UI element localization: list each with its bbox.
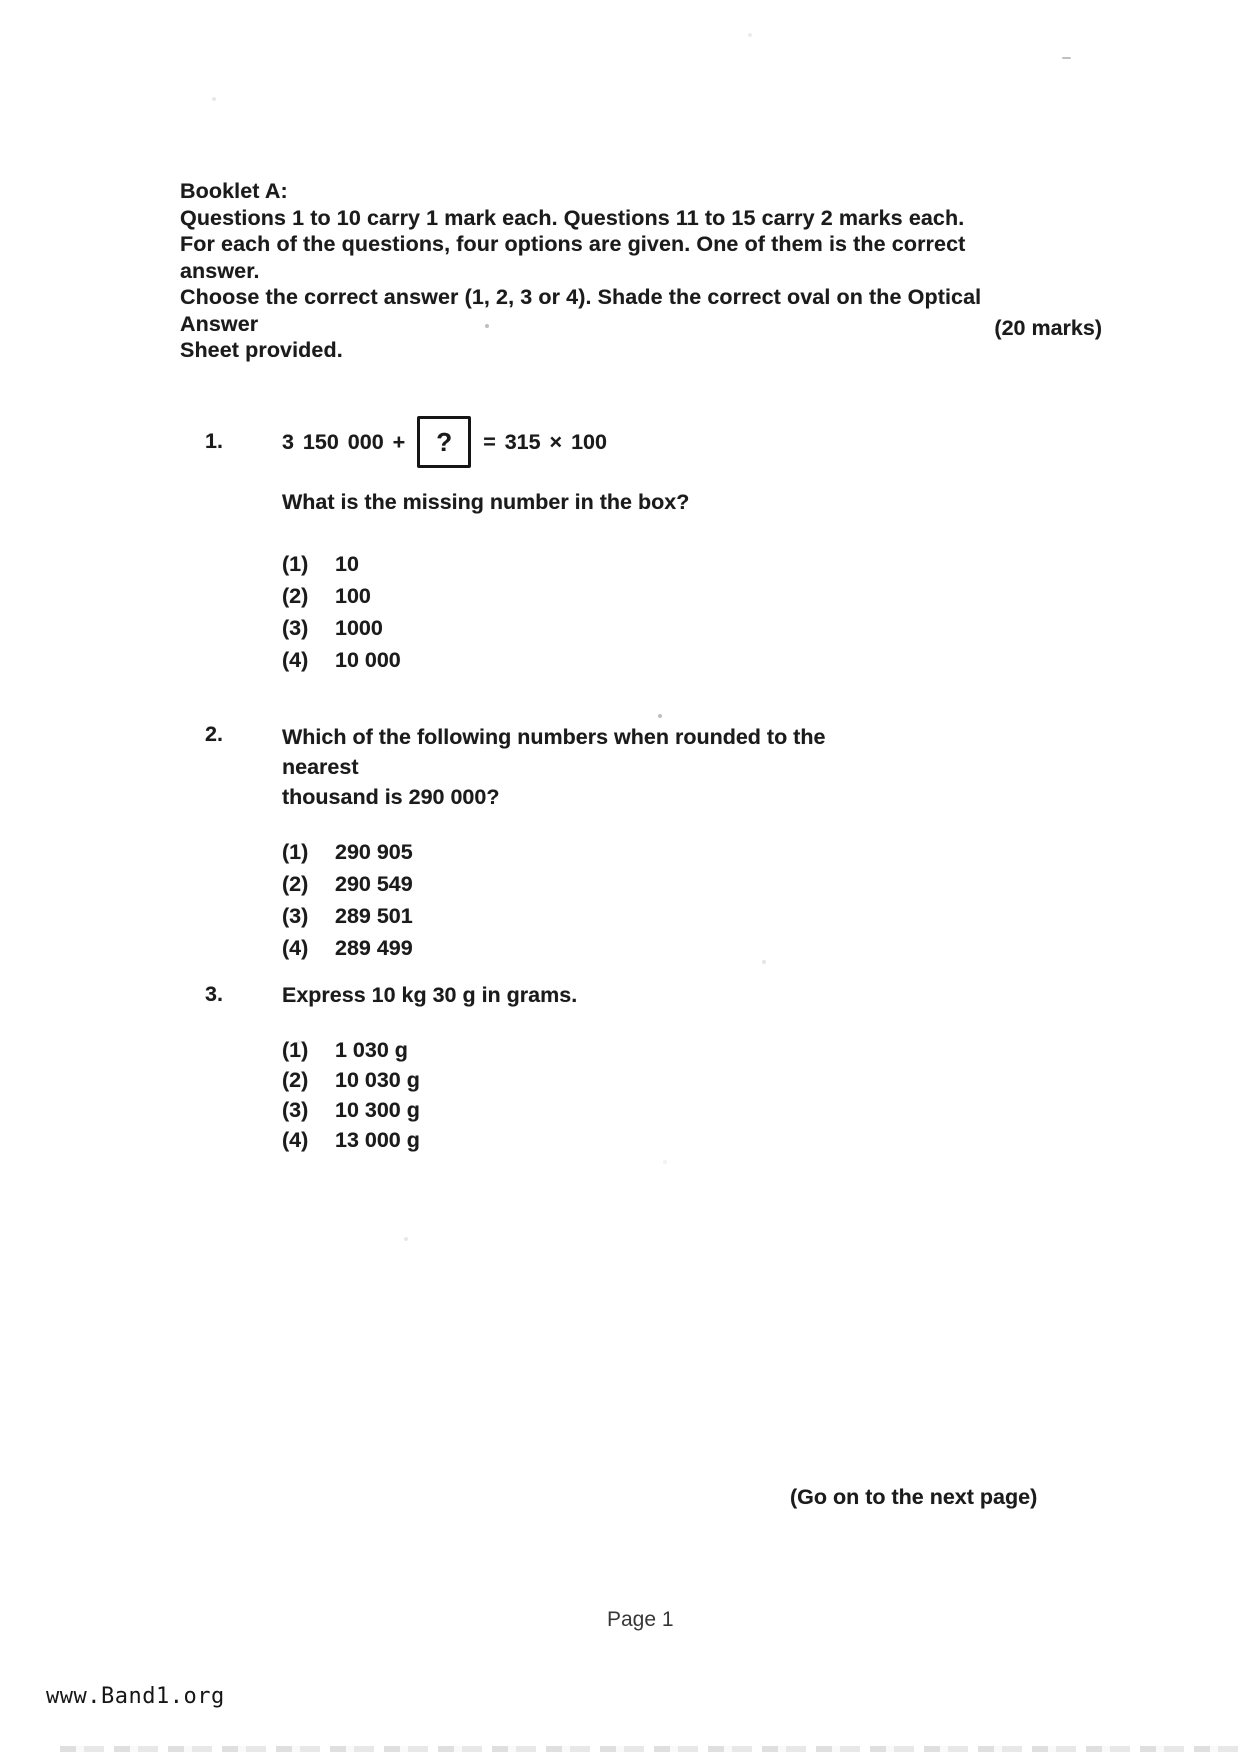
option-value: 290 905 xyxy=(335,840,413,864)
options-list xyxy=(282,1035,577,1155)
option-label: (4) xyxy=(282,936,309,960)
instruction-line: For each of the questions, four options are given. One of them is the correct answer. xyxy=(180,232,966,283)
option-row xyxy=(282,1065,577,1095)
scan-edge-strip xyxy=(60,1746,1239,1752)
total-marks: (20 marks) xyxy=(994,316,1102,340)
noise-speck xyxy=(404,1237,408,1241)
question-stem: What is the missing number in the box? xyxy=(282,490,690,514)
booklet-heading: Booklet A: xyxy=(180,179,288,203)
option-row xyxy=(282,868,882,900)
option-label: (1) xyxy=(282,1038,309,1062)
options-list xyxy=(282,548,689,676)
option-label: (2) xyxy=(282,1068,309,1092)
question-3 xyxy=(205,982,577,1155)
option-row xyxy=(282,900,882,932)
option-value: 10 030 g xyxy=(335,1068,420,1092)
answer-box xyxy=(417,416,471,468)
noise-speck xyxy=(663,1160,667,1164)
option-label: (2) xyxy=(282,872,309,896)
option-row xyxy=(282,548,689,580)
noise-speck xyxy=(762,960,766,964)
option-row xyxy=(282,1035,577,1065)
question-stem-line: thousand is 290 000? xyxy=(282,785,500,809)
noise-speck xyxy=(485,324,489,328)
option-label: (4) xyxy=(282,1128,309,1152)
option-value: 289 501 xyxy=(335,904,413,928)
option-row xyxy=(282,580,689,612)
option-label: (1) xyxy=(282,552,309,576)
option-value: 1000 xyxy=(335,616,383,640)
option-label: (2) xyxy=(282,584,309,608)
equation-right: = 315 × 100 xyxy=(483,429,607,454)
question-number: 2. xyxy=(205,722,223,746)
question-stem: Express 10 kg 30 g in grams. xyxy=(282,983,578,1007)
option-label: (3) xyxy=(282,616,309,640)
option-value: 10 xyxy=(335,552,359,576)
option-row xyxy=(282,932,882,964)
option-value: 10 300 g xyxy=(335,1098,420,1122)
instruction-line: Choose the correct answer (1, 2, 3 or 4). Shade the correct oval on the Optical Answer xyxy=(180,285,982,336)
option-row xyxy=(282,1095,577,1125)
instruction-line: Sheet provided. xyxy=(180,338,343,362)
noise-speck xyxy=(1062,57,1071,59)
option-row xyxy=(282,1125,577,1155)
noise-speck xyxy=(658,714,662,718)
option-value: 100 xyxy=(335,584,371,608)
question-number: 3. xyxy=(205,982,223,1006)
go-on-note: (Go on to the next page) xyxy=(790,1485,1038,1509)
noise-speck xyxy=(297,1040,301,1044)
noise-speck xyxy=(748,33,752,37)
option-label: (3) xyxy=(282,1098,309,1122)
header-instructions xyxy=(180,178,1020,364)
watermark-url: www.Band1.org xyxy=(46,1684,225,1709)
page-number: Page 1 xyxy=(607,1608,674,1631)
question-1 xyxy=(205,415,689,676)
option-label: (3) xyxy=(282,904,309,928)
noise-speck xyxy=(212,97,216,101)
equation-left: 3 150 000 + xyxy=(282,429,406,454)
question-stem-line: Which of the following numbers when rounded to the nearest xyxy=(282,725,826,779)
option-value: 290 549 xyxy=(335,872,413,896)
option-value: 289 499 xyxy=(335,936,413,960)
instruction-line: Questions 1 to 10 carry 1 mark each. Questions 11 to 15 carry 2 marks each. xyxy=(180,205,965,230)
question-number: 1. xyxy=(205,429,223,453)
equation xyxy=(282,415,689,469)
option-row xyxy=(282,836,882,868)
option-row xyxy=(282,644,689,676)
option-label: (1) xyxy=(282,840,309,864)
option-value: 13 000 g xyxy=(335,1128,420,1152)
option-row xyxy=(282,612,689,644)
option-value: 10 000 xyxy=(335,648,401,672)
question-2 xyxy=(205,722,882,964)
option-value: 1 030 g xyxy=(335,1038,408,1062)
answer-box-placeholder: ? xyxy=(436,426,453,457)
option-label: (4) xyxy=(282,648,309,672)
options-list xyxy=(282,836,882,964)
